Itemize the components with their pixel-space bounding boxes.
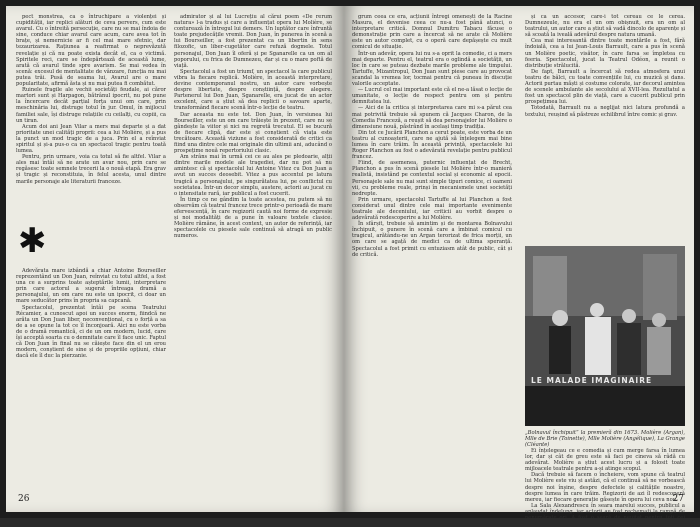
right-page-column-2-top	[525, 14, 685, 240]
right-col1-paragraph: grum ceea ce era, acțiunii întregi omenești de la Racine Masura, el devenise ceea ce nu-a fost până atunci, o interpretare critică. Domnul Dumitru Tabacu făcuse o demonstrație prin care a încercat să ne arate că Molière este un autor complet, cu o operă care depășește cu mult comicul de situație.	[352, 14, 512, 51]
theatre-photo	[525, 246, 685, 426]
photo-title: LE MALADE IMAGINAIRE	[531, 376, 653, 385]
right-col2-bottom-paragraph: La Sala Alexandrescu în seara marelui succes, publicul a aplaudat îndelung, iar actorii au fost rechemați la rampă de nenumărate ori. A fost o seară de neuitat pentru toți cei prezenți.	[525, 502, 685, 527]
left-col1-top-paragraph: Pentru, prin urmare, voia ca totul să fie altfel. Vilar a ales mai întâi să ne arate un avar nou, prin care se regăsesc toate semnele trecerii la o nouă etapă. Era grav și tragic și reconstituia, în felul acesta, unul dintre marile personaje ale literaturii franceze.	[16, 154, 166, 185]
right-page	[344, 6, 694, 527]
left-page-column-1-bottom	[16, 268, 166, 494]
asterisk-ornament-icon: ✱	[18, 221, 47, 261]
theatre-photo-image	[525, 246, 685, 426]
left-col1-top-paragraph: pect monstrea, ca o întruchipare a violenței și cupidității, iar replici alături de ceva pervers, cum este avarul. Cu o întreită persecuție, care nu se mai îndoia de sine, conduce chiar avarul care acum, care avea tot în brațe, și nemernicie ar fi cel mai mare sfetnic, dar tezaurizarea. Rațiunea a reafirmat o neprevăzută revelație și că nu poate exista decât el, ca o victimă. Spiritele reci, care se îndepărtează de această lume, arată că avarul tinde spre avarism. Se mai vedea în scenă: excesul de mentalitate de vânzare, funcția nu mai putea trăi. Pusă de seama lui, Avarul are o mare popularitate, afirmă ăsta și nu mai putea fi combătut.	[16, 14, 166, 88]
right-col2-top-paragraph: și ca un accesor, care-i tot cereau ce le cerea. Dumnezeule, nu era el un om obișnuit, era un om al teatrului, un autor care a știut să vadă dincolo de aparențe și să scoată la iveală adevărul despre natura umană.	[525, 14, 686, 39]
left-page	[6, 6, 344, 512]
right-col2-top-paragraph: Totodată, Barrault nu a neglijat nici latura profundă a textului, reușind să păstreze echilibrul între comic și grav.	[525, 105, 685, 118]
left-col2-paragraph: Spectacolul a fost un triumf, un spectacol la care publicul vibra la fiecare replică. Molière, în această interpretare, devine contemporanul nostru, un autor care vorbește despre libertate, despre conștiință, despre alegere. Partenerul lui Don Juan, Sganarelle, era jucat de un actor excelent, care a știut să dea replicii o savoare aparte, transformând fiecare scenă într-o lecție de teatru.	[174, 68, 332, 112]
right-col2-top-paragraph: De fapt, Barrault a încercat să redea atmosfera unui teatru de bâlci, cu toate convențiile lui, cu muzică și dans. Actorii purtau măști și costume colorate, iar decorul amintea de scenele ambulante ale secolului al XVII-lea. Rezultatul a fost un spectacol plin de viață, care a cucerit publicul prin prospețimea lui.	[525, 68, 685, 106]
right-col1-paragraph: Fiind, de asemenea, puternic influențat de Brecht, Planchon a pus în scenă piesele lui Molière într-o manieră realistă, insistând pe contextul social și economic al epocii. Personajele sale nu mai sunt simple tipuri comice, ci oameni vii, cu probleme reale, prinși în mecanismele unei societăți nedrepte.	[352, 160, 512, 197]
left-col1-top-paragraph: Acum doi ani Jean Vilar a mers mai departe și a dat prioritate unei calități proprii: cea a lui Molière, și a pus la punct un mod tragic de a juca. Prin el a reînviat spiritul și și-a pus-o ca un spectacol tragic pentru toată lumea.	[16, 123, 166, 155]
left-col1-bottom-paragraph: Spectacolul, prezentat întâi pe scena Teatrului Récamier, a cunoscut apoi un succes enorm, fiindcă ne arăta un Don Juan liber, neconvențional, cu o forță a sa de a se opune la tot ce îl înconjoară. Aici nu este vorba de o dramă romantică, ci de un om modern, lucid, care își acceptă soarta cu o demnitate care îl face unic. Faptul că Don Juan în final nu se căiește face din el un erou modern, conștient de sine și de propriile opțiuni, chiar dacă ele îl duc la pierzanie.	[16, 304, 166, 360]
right-page-column-2-bottom	[525, 448, 685, 527]
right-col1-paragraph: Din tot ce Jucării Planchon a cerut poate, este vorba de un teatru al cunoașterii, care ne ajută să înțelegem mai bine lumea în care trăim. În această privință, spectacolele lui Roger Planchon au fost o adevărată revelație pentru publicul francez.	[352, 129, 512, 161]
right-col2-bottom-paragraph: Ei înțelegeau ce e comedia și cum merge farsa în lumea lor, dar și cât de greu este să faci pe cineva să râdă cu adevărat. Molière a știut acest lucru și a folosit toate mijloacele teatrale pentru a-și atinge scopul.	[525, 448, 685, 473]
left-col1-bottom-paragraph: Adevărata mare izbândă a chiar Antoine Bourseiller reprezentând un Don Juan, reînviat cu totul altfel, a fost una ce a surprins toate așteptările lumii, interpretare prin care actorul a sugerat întreaga dramă a personajului, un om care nu este un ipocrit, ci doar un mare seducător prins în propria sa capcană.	[16, 268, 166, 305]
right-col2-top-paragraph: Cea mai interesantă dintre toate montările a fost, fără îndoială, cea a lui Jean-Louis Barrault, care a pus în scenă un Molière poetic, visător, în care farsa se împletea cu feeria. Spectacolul, jucat la Teatrul Odéon, a reunit o distribuție strălucită.	[525, 38, 685, 69]
right-col2-bottom-paragraph: Dacă trebuie să facem o încheiere, vom spune că teatrul lui Molière este viu și astăzi, că el continuă să ne vorbească despre noi înșine, despre defectele și calitățile noastre, despre lumea în care trăim. Regizorii de azi îl redescoperă mereu, iar fiecare generație găsește în opera lui ceva nou.	[525, 472, 685, 503]
page-number-left: 26	[18, 494, 30, 504]
left-col2-paragraph: Dar aceasta nu este tot. Don Juan, în versiunea lui Bourseiller, este un om care trăiește în prezent, care nu se gândește la viitor și nici nu regretă trecutul. El se bucură de fiecare clipă, dar este și conștient că viața este trecătoare. Această viziune a fost considerată de critici ca fiind una dintre cele mai originale din ultimii ani, aducând o prospețime nouă repertoriului clasic.	[174, 111, 332, 155]
right-col1-paragraph: — Lucrul cel mai important este că el ne-a lăsat o lecție de umanitate, o lecție de respect pentru om și pentru demnitatea lui.	[352, 87, 512, 106]
right-col1-paragraph: În sfârșit, trebuie să amintim și de montarea Bolnavului închipuit, o punere în scenă care a îmbinat comicul cu tragicul, arătându-ne un Argan terorizat de frica morții, un om care se agață de medici ca de ultima speranță. Spectacolul a fost primit cu entuziasm atât de public, cât și de critică.	[352, 221, 512, 258]
right-col1-paragraph: Prin urmare, spectacolul Tartuffe al lui Planchon a fost considerat unul dintre cele mai importante evenimente teatrale ale deceniului, iar criticii au vorbit despre o adevărată redescoperire a lui Molière.	[352, 196, 512, 222]
left-col2-paragraph: admirator și al lui Lucrețiu al cărui poem «De rerum natura» l-a tradus și care a influențat opera lui Molière, se conturează în întregul lui demers. Un luptător care înfruntă toate prejudecățile vremii. Don Juan, în punerea în scenă a lui Bourseiller, a fost prezentat ca un libertin în sens filozofic, un liber-cugetător care refuză dogmele. Totul personajul, Don Juan îl oferă și pe Sganarelle ca un om al poporului, cu frica de Dumnezeu, dar și cu o mare poftă de viață.	[174, 14, 332, 69]
left-page-column-1-top	[16, 14, 166, 219]
right-col1-paragraph: — Aici de la critica și interpretarea care mi s-a părut cea mai potrivită trebuie să spunem că Jacques Charon, de la Comedia Franceză, a reușit să dea personajelor lui Molière o dimensiune nouă, păstrând în același timp tradiția.	[352, 105, 512, 130]
right-page-column-1	[352, 14, 512, 496]
left-col2-paragraph: În timp ce ne gândim la toate acestea, nu putem să nu observăm că teatrul francez trece printr-o perioadă de mare efervescență, în care regizorii caută noi forme de expresie și noi modalități de a pune în valoare textele clasice. Molière rămâne, în acest context, un autor de referință, iar spectacolele cu piesele sale continuă să atragă un public numeros.	[174, 196, 332, 240]
left-col1-top-paragraph: Ruinele fragile ale vechii societăți feudale, ai căror martori sunt și Harpagon, bătrânul ipocrit, nu pot pune la încercare decât parțial forța unui om care, prin meschinăria lui, distruge totul în jur. Omul, în mijlocul familiei sale, își distruge relațiile cu ceilalți, cu copiii, ca un tiran.	[16, 87, 166, 124]
photo-caption: „Bolnavul închipuit” la premieră din 1673. Molière (Argan), Mlle de Brie (Toinette), Mlle Molière (Angélique), La Grange (Cléante)	[525, 430, 685, 449]
right-col1-paragraph: Într-un adevăr, opera lui nu s-a oprit la comedie, ci a mers mai departe. Pentru el, teatrul era o oglindă a societății, un loc în care se puteau dezbate marile probleme ale timpului. Tartuffe, Mizantropul, Don Juan sunt piese care au provocat scandal la vremea lor, tocmai pentru că puneau în discuție valorile acceptate.	[352, 50, 512, 88]
left-col2-paragraph: Am strâns mai în urmă cei ce au ales pe pledoarie, alții dintre marile modele ale tragediei, dar nu pot să nu amintesc că și spectacolul lui Antoine Vitez cu Don Juan a avut un succes deosebit. Vitez a pus accentul pe latura tragică a personajului, pe singurătatea lui, pe conflictul cu societatea. Într-un decor simplu, austere, actorii au jucat cu o intensitate rară, iar publicul a fost cucerit.	[174, 154, 332, 197]
page-number-right: 27	[672, 494, 684, 504]
left-page-column-2	[174, 14, 332, 494]
